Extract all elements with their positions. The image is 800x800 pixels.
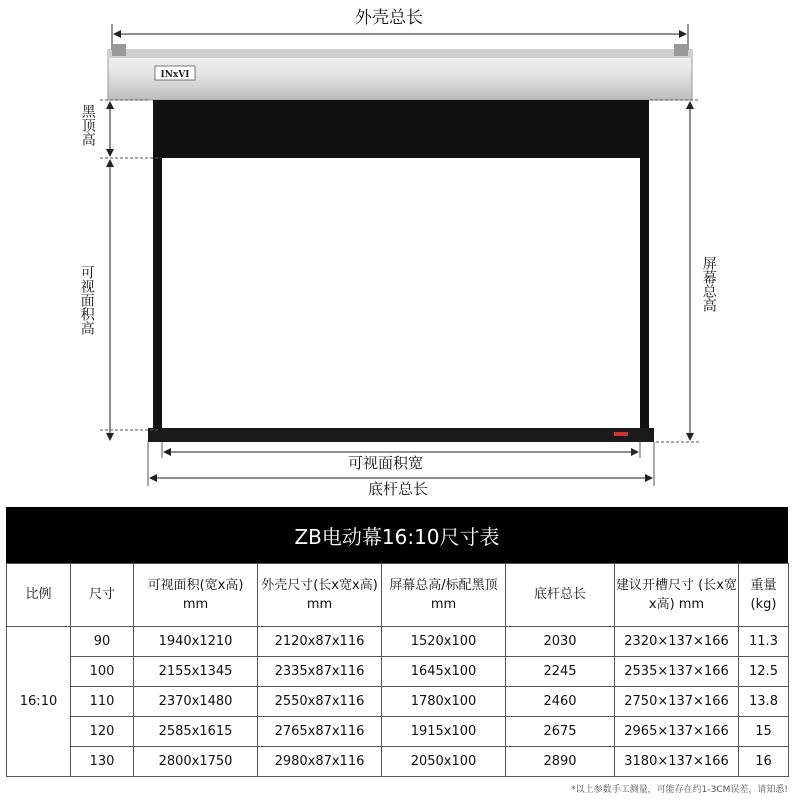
viewable-cell: 2155x1345 xyxy=(134,657,258,687)
svg-text:INxVI: INxVI xyxy=(160,70,190,80)
bar-cell: 2890 xyxy=(506,747,615,777)
header-weight: 重量 (kg) xyxy=(739,564,789,627)
bar-cell: 2675 xyxy=(506,717,615,747)
weight-cell: 16 xyxy=(739,747,789,777)
screen-total-height-dimension xyxy=(650,100,700,442)
size-cell: 90 xyxy=(71,627,134,657)
table-header-row xyxy=(7,564,789,627)
slot-cell: 2535×137×166 xyxy=(615,657,739,687)
black-top-height-dimension xyxy=(100,100,160,158)
screen-housing xyxy=(108,44,692,100)
screen-height-cell: 2050x100 xyxy=(382,747,506,777)
bar-cell: 2245 xyxy=(506,657,615,687)
table-title: ZB电动幕16:10尺寸表 xyxy=(6,507,788,563)
screen-total-height-label: 屏幕总高 xyxy=(700,256,717,312)
ratio-cell: 16:10 xyxy=(7,627,71,777)
size-cell: 110 xyxy=(71,687,134,717)
weight-cell: 12.5 xyxy=(739,657,789,687)
header-size: 尺寸 xyxy=(71,564,134,627)
viewable-cell: 2800x1750 xyxy=(134,747,258,777)
size-cell: 130 xyxy=(71,747,134,777)
size-cell: 100 xyxy=(71,657,134,687)
housing-cell: 2980x87x116 xyxy=(258,747,382,777)
slot-cell: 2320×137×166 xyxy=(615,627,739,657)
housing-cell: 2550x87x116 xyxy=(258,687,382,717)
screen-height-cell: 1645x100 xyxy=(382,657,506,687)
screen-height-cell: 1915x100 xyxy=(382,717,506,747)
bottom-bar xyxy=(148,428,654,442)
footnote: *以上参数手工测量，可能存在约1-3CM误差，请知悉! xyxy=(571,785,788,795)
table-row xyxy=(7,687,789,717)
weight-cell: 15 xyxy=(739,717,789,747)
weight-cell: 11.3 xyxy=(739,627,789,657)
housing-cell: 2335x87x116 xyxy=(258,657,382,687)
bar-total-length-label: 底杆总长 xyxy=(362,482,434,497)
viewable-cell: 2585x1615 xyxy=(134,717,258,747)
screen-height-cell: 1520x100 xyxy=(382,627,506,657)
viewable-height-label: 可视面积高 xyxy=(78,265,95,335)
viewable-height-dimension xyxy=(100,160,160,440)
header-screen-height: 屏幕总高/标配黑顶 mm xyxy=(382,564,506,627)
table-row xyxy=(7,657,789,687)
projection-screen xyxy=(148,100,654,442)
viewable-cell: 2370x1480 xyxy=(134,687,258,717)
spec-table xyxy=(6,507,788,777)
table-row xyxy=(7,717,789,747)
housing-cell: 2765x87x116 xyxy=(258,717,382,747)
bar-cell: 2460 xyxy=(506,687,615,717)
housing-length-dimension xyxy=(112,24,688,52)
header-housing: 外壳尺寸(长x宽x高) mm xyxy=(258,564,382,627)
bar-cell: 2030 xyxy=(506,627,615,657)
table-row xyxy=(7,747,789,777)
header-ratio: 比例 xyxy=(7,564,71,627)
viewable-cell: 1940x1210 xyxy=(134,627,258,657)
slot-cell: 2965×137×166 xyxy=(615,717,739,747)
weight-cell: 13.8 xyxy=(739,687,789,717)
screen-height-cell: 1780x100 xyxy=(382,687,506,717)
slot-cell: 2750×137×166 xyxy=(615,687,739,717)
housing-cell: 2120x87x116 xyxy=(258,627,382,657)
table-row xyxy=(7,627,789,657)
viewable-width-label: 可视面积宽 xyxy=(342,456,429,471)
header-viewable: 可视面积(宽x高) mm xyxy=(134,564,258,627)
size-cell: 120 xyxy=(71,717,134,747)
header-slot: 建议开槽尺寸 (长x宽x高) mm xyxy=(615,564,739,627)
housing-total-length-label: 外壳总长 xyxy=(349,10,429,27)
header-bar: 底杆总长 xyxy=(506,564,615,627)
slot-cell: 3180×137×166 xyxy=(615,747,739,777)
black-top-height-label: 黑顶高 xyxy=(79,104,96,146)
